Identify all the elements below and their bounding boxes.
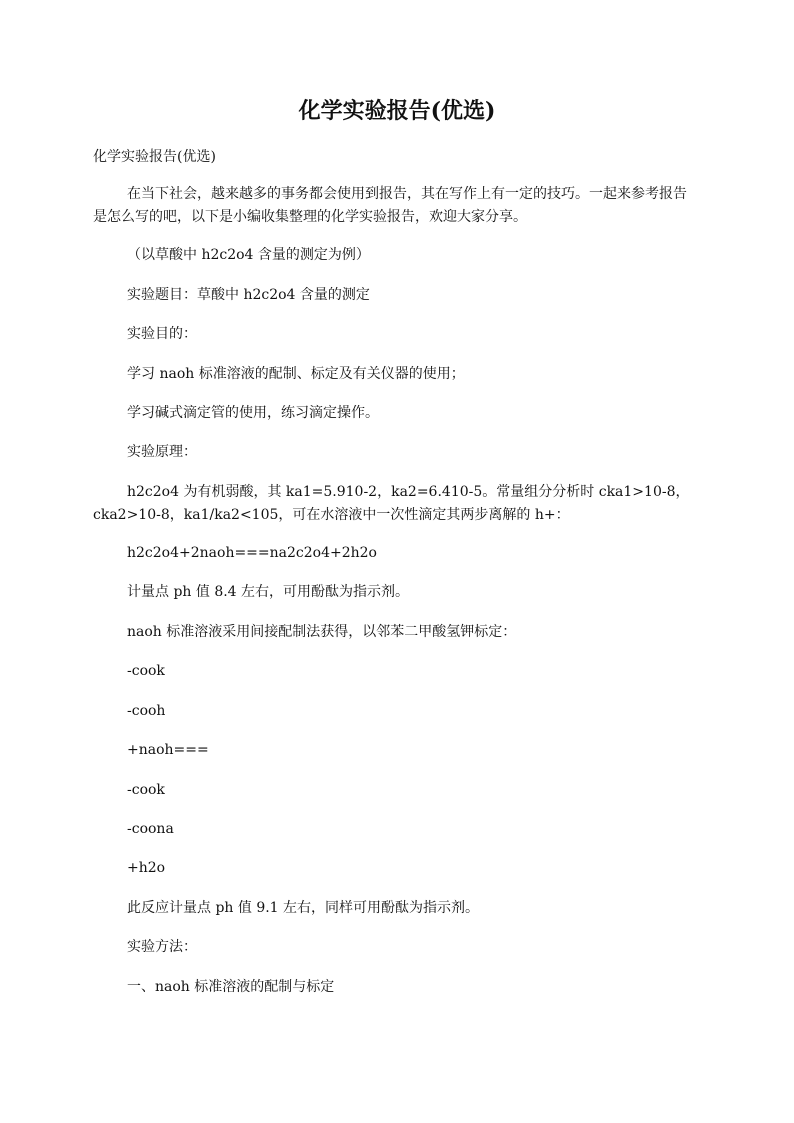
method-heading: 实验方法： [127, 939, 197, 955]
formula-line: -coona [127, 821, 174, 837]
formula-line: -cooh [127, 703, 166, 719]
formula-line: +h2o [127, 860, 166, 876]
document-subtitle: 化学实验报告(优选) [93, 149, 216, 165]
formula-line: -cook [127, 782, 165, 798]
principle-paragraph: h2c2o4 为有机弱酸，其 ka1=5.910-2，ka2=6.410-5。常量组分分析时 cka1>10-8，cka2>10-8，ka1/ka2<105，可在水溶液中一次性滴定其两步离解的 h+： [93, 484, 690, 523]
document-title: 化学实验报告(优选) [298, 98, 496, 124]
equation-1: h2c2o4+2naoh===na2c2o4+2h2o [127, 545, 377, 561]
example-note: （以草酸中 h2c2o4 含量的测定为例） [127, 247, 370, 263]
formula-line: +naoh=== [127, 742, 209, 758]
equivalence-point-2: 此反应计量点 ph 值 9.1 左右，同样可用酚酞为指示剂。 [127, 900, 480, 916]
purpose-item-1: 学习 naoh 标准溶液的配制、标定及有关仪器的使用； [127, 366, 465, 382]
formula-line: -cook [127, 663, 165, 679]
purpose-heading: 实验目的： [127, 326, 197, 342]
intro-paragraph: 在当下社会，越来越多的事务都会使用到报告，其在写作上有一定的技巧。一起来参考报告是怎么写的吧，以下是小编收集整理的化学实验报告，欢迎大家分享。 [93, 186, 687, 225]
experiment-topic: 实验题目：草酸中 h2c2o4 含量的测定 [127, 287, 370, 303]
principle-heading: 实验原理： [127, 444, 197, 460]
method-item-1: 一、naoh 标准溶液的配制与标定 [127, 979, 335, 995]
equivalence-point-1: 计量点 ph 值 8.4 左右，可用酚酞为指示剂。 [127, 584, 410, 600]
purpose-item-2: 学习碱式滴定管的使用，练习滴定操作。 [127, 405, 379, 421]
naoh-standardization-text: naoh 标准溶液采用间接配制法获得，以邻苯二甲酸氢钾标定： [127, 624, 517, 640]
